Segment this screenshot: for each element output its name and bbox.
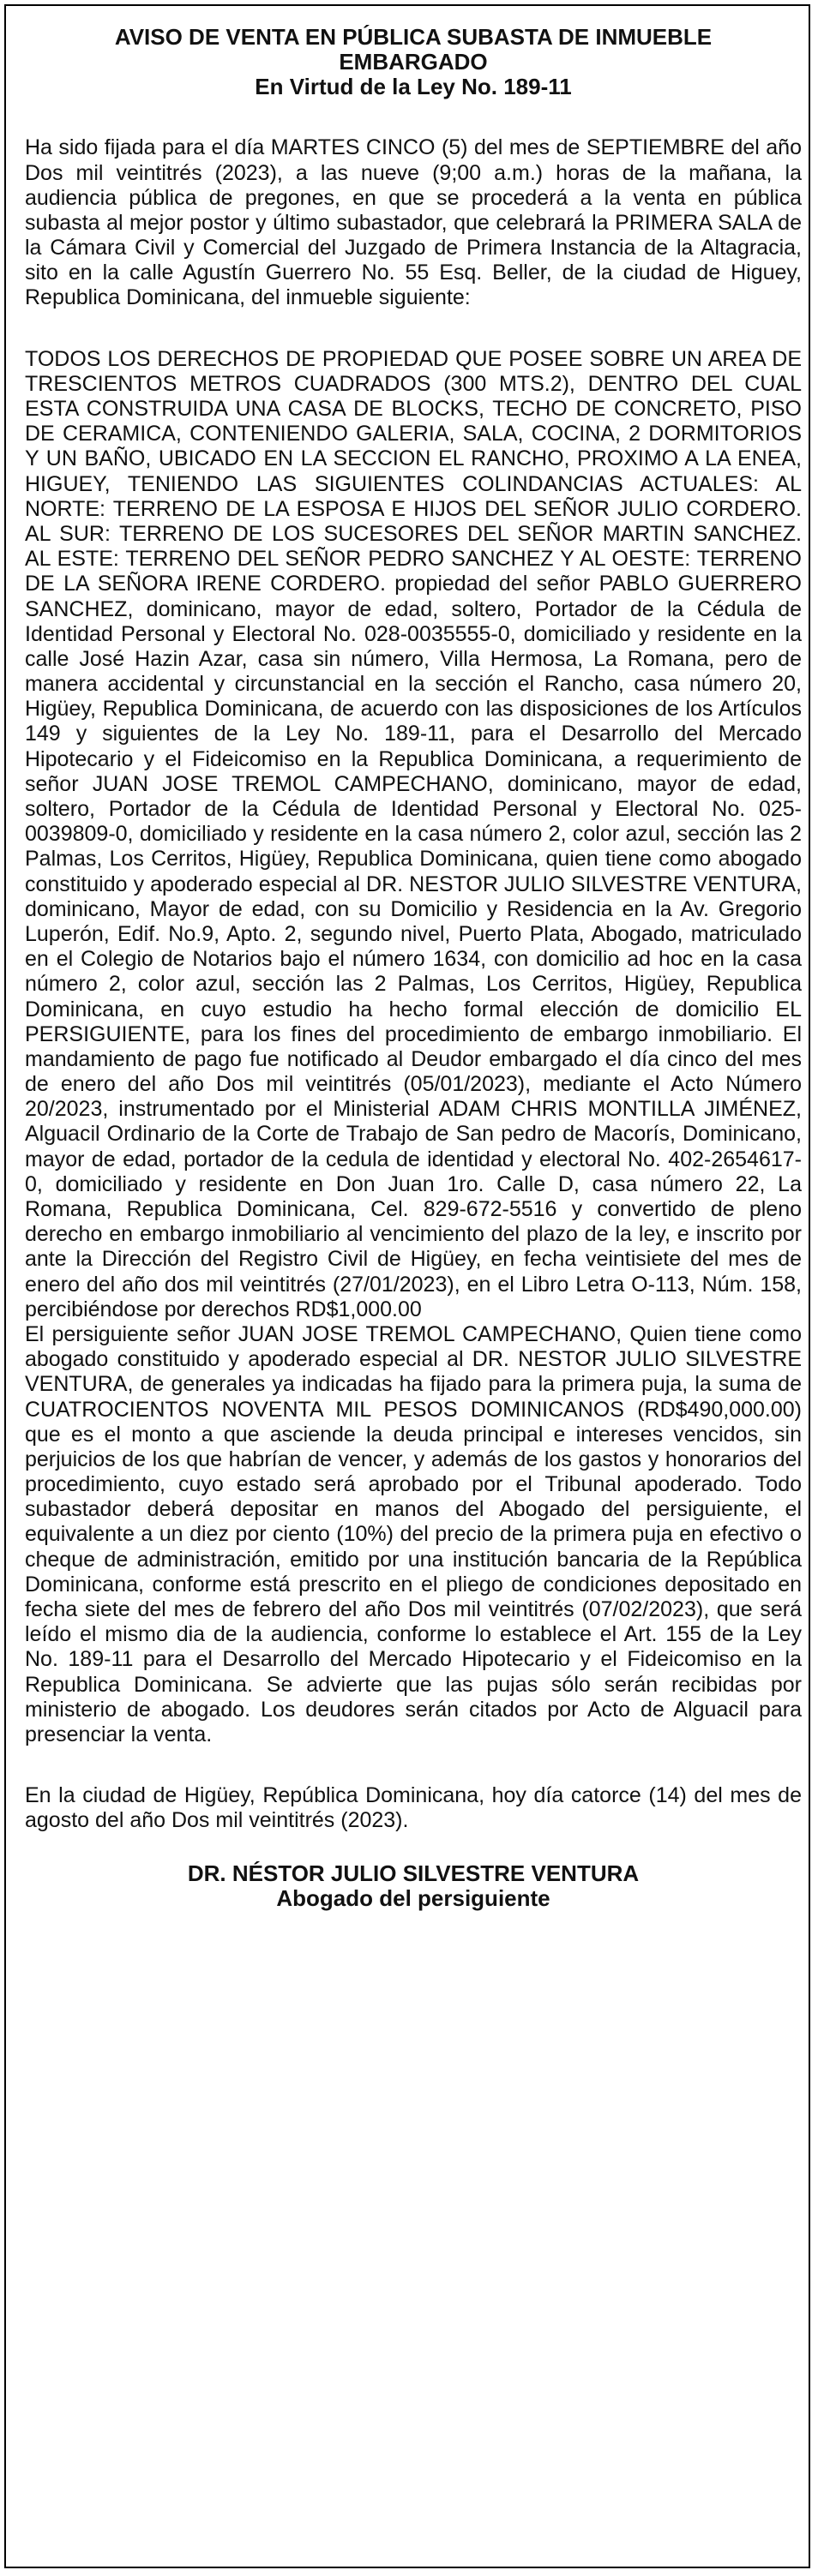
signature-block — [25, 1861, 802, 1911]
spacer — [25, 1834, 802, 1861]
spacer — [25, 99, 802, 135]
paragraph-property-description: TODOS LOS DERECHOS DE PROPIEDAD QUE POSEE SOBRE UN AREA DE TRESCIENTOS METROS CUADRADOS (300 MTS.2), DENTRO DEL CUAL ESTA CONSTRUIDA UNA CASA DE BLOCKS, TECHO DE CONCRETO, PISO DE CERAMICA, CONTENIENDO GALERIA, SALA, COCINA, 2 DORMITORIOS Y UN BAÑO, UBICADO EN LA SECCION EL RANCHO, PROXIMO A LA ENEA, HIGUEY, TENIENDO LAS SIGUIENTES COLINDANCIAS ACTUALES: AL NORTE: TERRENO DE LA ESPOSA E HIJOS DEL SEÑOR JULIO CORDERO. AL SUR: TERRENO DE LOS SUCESORES DEL SEÑOR MARTIN SANCHEZ. AL ESTE: TERRENO DEL SEÑOR PEDRO SANCHEZ Y AL OESTE: TERRENO DE LA SEÑORA IRENE CORDERO. propiedad del señor PABLO GUERRERO SANCHEZ, dominicano, mayor de edad, soltero, Portador de la Cédula de Identidad Personal y Electoral No. 028-0035555-0, domiciliado y residente en la calle José Hazin Azar, casa sin número, Villa Hermosa, La Romana, pero de manera accidental y circunstancial en la sección el Rancho, casa número 20, Higüey, Republica Dominicana, de acuerdo con las disposiciones de los Artículos 149 y siguientes de la Ley No. 189-11, para el Desarrollo del Mercado Hipotecario y el Fideicomiso en la Republica Dominicana, a requerimiento de señor JUAN JOSE TREMOL CAMPECHANO, dominicano, mayor de edad, soltero, Portador de la Cédula de Identidad Personal y Electoral No. 025-0039809-0, domiciliado y residente en la casa número 2, color azul, sección las 2 Palmas, Los Cerritos, Higüey, Republica Dominicana, quien tiene como abogado constituido y apoderado especial al DR. NESTOR JULIO SILVESTRE VENTURA, dominicano, Mayor de edad, con su Domicilio y Residencia en la Av. Gregorio Luperón, Edif. No.9, Apto. 2, segundo nivel, Puerto Plata, Abogado, matriculado en el Colegio de Notarios bajo el número 1634, con domicilio ad hoc en la casa número 2, color azul, sección las 2 Palmas, Los Cerritos, Higüey, Republica Dominicana, en cuyo estudio ha hecho formal elección de domicilio EL PERSIGUIENTE, para los fines del procedimiento de embargo inmobiliario. El mandamiento de pago fue notificado al Deudor embargado el día cinco del mes de enero del año Dos mil veintitrés (05/01/2023), mediante el Acto Número 20/2023, instrumentado por el Ministerial ADAM CHRIS MONTILLA JIMÉNEZ, Alguacil Ordinario de la Corte de Trabajo de San pedro de Macorís, Dominicano, mayor de edad, portador de la cedula de identidad y electoral No. 402-2654617-0, domiciliado y residente en Don Juan 1ro. Calle D, casa número 22, La Romana, Republica Dominicana, Cel. 829-672-5516 y convertido de pleno derecho en embargo inmobiliario al vencimiento del plazo de la ley, e inscrito por ante la Dirección del Registro Civil de Higüey, en fecha veintisiete del mes de enero del año dos mil veintitrés (27/01/2023), en el Libro Letra O-113, Núm. 158, percibiéndose por derechos RD$1,000.00 — [25, 346, 802, 1321]
spacer — [25, 311, 802, 347]
paragraph-hearing-date: Ha sido fijada para el día MARTES CINCO (5) del mes de SEPTIEMBRE del año Dos mil veintitrés (2023), a las nueve (9;00 a.m.) horas de la mañana, la audiencia pública de pregones, en que se procederá a la venta en pública subasta al mejor postor y último subastador, que celebrará la PRIMERA SALA de la Cámara Civil y Comercial del Juzgado de Primera Instancia de la Altagracia, sito en la calle Agustín Guerrero No. 55 Esq. Beller, de la ciudad de Higuey, Republica Dominicana, del inmueble siguiente: — [25, 135, 802, 310]
title-line-2: EMBARGADO — [339, 49, 488, 75]
signature-name: DR. NÉSTOR JULIO SILVESTRE VENTURA — [187, 1860, 640, 1886]
signature-role: Abogado del persiguiente — [276, 1884, 550, 1911]
notice-content — [25, 25, 802, 1911]
title-line-3: En Virtud de la Ley No. 189-11 — [255, 74, 572, 100]
paragraph-place-date: En la ciudad de Higüey, República Dominicana, hoy día catorce (14) del mes de agosto del año Dos mil veintitrés (2023). — [25, 1783, 802, 1833]
spacer — [25, 1747, 802, 1783]
paragraph-first-bid: El persiguiente señor JUAN JOSE TREMOL CAMPECHANO, Quien tiene como abogado constituido y apoderado especial al DR. NESTOR JULIO SILVESTRE VENTURA, de generales ya indicadas ha fijado para la primera puja, la suma de CUATROCIENTOS NOVENTA MIL PESOS DOMINICANOS (RD$490,000.00) que es el monto a que asciende la deuda principal e intereses vencidos, sin perjuicios de los que habrían de vencer, y además de los gastos y honorarios del procedimiento, cuyo estado será aprobado por el Tribunal apoderado. Todo subastador deberá depositar en manos del Abogado del persiguiente, el equivalente a un diez por ciento (10%) del precio de la primera puja en efectivo o cheque de administración, emitido por una institución bancaria de la República Dominicana, conforme está prescrito en el pliego de condiciones depositado en fecha siete del mes de febrero del año Dos mil veintitrés (07/02/2023), que será leído el mismo dia de la audiencia, conforme lo establece el Art. 155 de la Ley No. 189-11 para el Desarrollo del Mercado Hipotecario y el Fideicomiso en la Republica Dominicana. Se advierte que las pujas sólo serán recibidas por ministerio de abogado. Los deudores serán citados por Acto de Alguacil para presenciar la venta. — [25, 1321, 802, 1746]
notice-title — [25, 25, 802, 99]
notice-border — [4, 4, 810, 2568]
title-line-1: AVISO DE VENTA EN PÚBLICA SUBASTA DE INMUEBLE — [114, 24, 713, 50]
